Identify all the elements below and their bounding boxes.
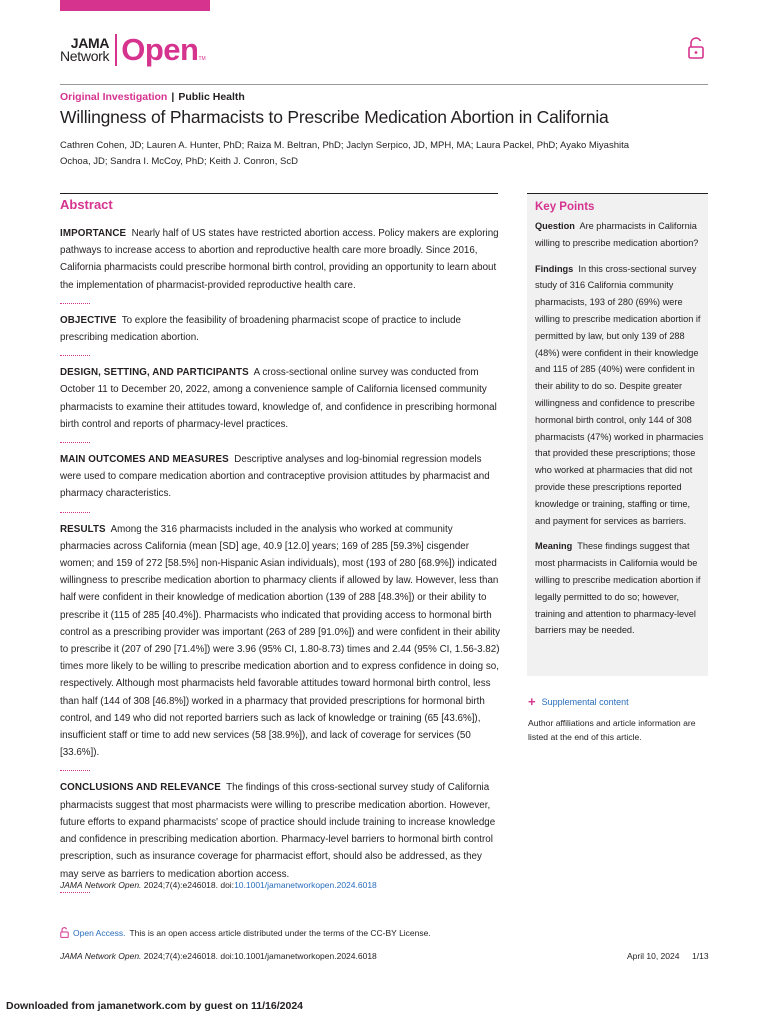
key-point-item [535, 538, 705, 639]
section-divider [60, 355, 90, 356]
open-access-notice [60, 927, 431, 938]
download-notice: Downloaded from jamanetwork.com by guest on 11/16/2024 [6, 1000, 304, 1012]
section-divider [60, 303, 90, 304]
abstract-section-text: Descriptive analyses and log-binomial regression models were used to compare medication abortion and contraceptive provision attitudes by pharmacist and pharmacy characteristics. [60, 454, 490, 500]
article-category [60, 91, 245, 103]
abstract-section [60, 225, 500, 294]
abstract-section-head: OBJECTIVE [60, 314, 117, 326]
logo-trademark: TM [198, 56, 206, 62]
abstract-section-text: To explore the feasibility of broadening pharmacist scope of practice to include prescribing medication abortion. [60, 314, 461, 344]
key-points-box [527, 193, 708, 676]
key-point-item [535, 261, 705, 530]
page-footer [60, 951, 708, 961]
open-access-label[interactable]: Open Access. [73, 927, 126, 938]
abstract-section [60, 779, 500, 882]
supplemental-content-link[interactable] [528, 694, 629, 709]
key-points-title: Key Points [535, 201, 595, 213]
abstract-body [60, 225, 500, 901]
footer-date: April 10, 2024 [627, 951, 680, 961]
supplemental-content-label: Supplemental content [541, 696, 629, 707]
affiliations-note: Author affiliations and article information are listed at the end of this article. [528, 718, 696, 742]
key-point-head: Meaning [535, 541, 573, 552]
open-access-text: This is an open access article distributed under the terms of the CC-BY License. [129, 927, 431, 938]
abstract-section [60, 451, 500, 503]
logo-jama-network [60, 37, 109, 63]
abstract-section-head: DESIGN, SETTING, AND PARTICIPANTS [60, 367, 249, 379]
open-lock-icon [686, 36, 706, 60]
logo-jama: JAMA [70, 35, 110, 51]
citation-ref: 2024;7(4):e246018. doi: [143, 880, 235, 890]
abstract-section [60, 312, 500, 346]
key-points-body [535, 218, 705, 648]
footer-ref: 2024;7(4):e246018. doi:10.1001/jamanetworkopen.2024.6018 [143, 951, 377, 961]
key-point-text: These findings suggest that most pharmacists in California would be willing to prescribe medication abortion if legally permitted to do so; however, training and attention to pharmacy-level barriers may be needed. [535, 541, 701, 636]
section-divider [60, 770, 90, 771]
abstract-title: Abstract [60, 197, 113, 212]
citation-doi-link[interactable]: 10.1001/jamanetworkopen.2024.6018 [234, 880, 377, 890]
logo-open: Open [121, 32, 199, 67]
abstract-section-head: RESULTS [60, 523, 106, 535]
category-original-investigation[interactable]: Original Investigation [60, 91, 168, 103]
abstract-section-head: CONCLUSIONS AND RELEVANCE [60, 782, 221, 794]
category-public-health[interactable]: Public Health [178, 91, 245, 103]
footer-journal: JAMA Network Open. [60, 951, 142, 961]
abstract-section-text: Nearly half of US states have restricted abortion access. Policy makers are exploring pathways to increase access to abortion and reproductive health care more broadly. Since 2016, California pharmacists could prescribe hormonal birth control, providing an opportunity to learn about the implementation of pharmacist-provided reproductive health care. [60, 228, 499, 291]
logo-divider [115, 34, 117, 66]
abstract-section [60, 521, 500, 762]
abstract-section-head: MAIN OUTCOMES AND MEASURES [60, 454, 229, 466]
citation-journal: JAMA Network Open. [60, 880, 142, 890]
category-separator: | [171, 91, 175, 103]
key-point-head: Question [535, 221, 575, 231]
section-divider [60, 512, 90, 513]
logo-network: Network [60, 48, 110, 64]
abstract-section-text: Among the 316 pharmacists included in the analysis who worked at community pharmacies across California (mean [SD] age, 40.9 [12.0] years; 169 of 285 [59.3%] cisgender women; and 159 of 272 [58.5%] non-Hispanic Asian individuals), most (193 of 280 [68.9%]) indicated willingness to prescribe medication abortion to pharmacy clients if allowed by law. However, less than half were confident in their knowledge of medication abortion (139 of 288 [48.3%]) or their ability to prescribe it (115 of 285 [40.4%]). Pharmacists who indicated that providing access to hormonal birth control as a prescribing provider was important (263 of 289 [91.0%]) and were confident in their ability to prescribe it (207 of 290 [71.4%]) were 3.96 (95% CI, 1.80-8.73) times and 2.44 (95% CI, 1.56-3.82) times more likely to be willing to prescribe medication abortion and to express confidence in doing so, respectively. Although most pharmacists held favorable attitudes toward hormonal birth control, less than half (144 of 308 [46.8%]) worked in a pharmacy that provided prescriptions for hormonal birth control, and 149 who did not reported barriers such as lack of knowledge or training (65 [43.6%]), insufficient staff or time to add new services (58 [38.9%]), and lack of coverage for services (50 [33.6%]). [60, 523, 501, 759]
key-point-head: Findings [535, 263, 574, 274]
abstract-section-head: IMPORTANCE [60, 228, 127, 239]
section-divider [60, 892, 90, 893]
footer-page-number: 1/13 [692, 951, 709, 961]
plus-icon: + [528, 694, 536, 709]
abstract-rule [60, 193, 498, 194]
header-rule [60, 84, 708, 85]
brand-top-bar [60, 0, 210, 11]
abstract-section-text: The findings of this cross-sectional survey study of California pharmacists suggest that most pharmacists were willing to prescribe medication abortion. However, future efforts to expand pharmacists' scope of practice should include training to increase knowledge and confidence in prescribing medication abortion. Pharmacy-level barriers to hormonal birth control prescription, such as insurance coverage for pharmacist effort, should also be addressed, as they may serve as barriers to medication abortion access. [60, 782, 496, 880]
abstract-section-text: A cross-sectional online survey was conducted from October 11 to December 20, 2022, among a convenience sample of California licensed community pharmacists to examine their attitudes toward, knowledge of, and confidence in prescribing hormonal birth control and reports of pharmacy-level practices. [60, 367, 497, 430]
key-point-text: In this cross-sectional survey study of 316 California community pharmacists, 193 of 280 (69%) were willing to prescribe medication abortion if permitted by law, but only 139 of 288 (48%) were confident in their knowledge and 115 of 285 (40%) were confident in their ability to do so. Despite greater willingness and confidence to prescribe hormonal birth control, only 144 of 308 pharmacists (47%) worked in pharmacies that provided these prescriptions; those who worked at pharmacies that did not provide these prescriptions reported knowledge or training, staffing or time, and payment for services as barriers. [535, 263, 704, 526]
author-list: Cathren Cohen, JD; Lauren A. Hunter, PhD; Raiza M. Beltran, PhD; Jaclyn Serpico, JD, MPH, MA; Laura Packel, PhD; Ayako Miyashita Ochoa, JD; Sandra I. McCoy, PhD; Keith J. Conron, ScD [60, 140, 630, 167]
section-divider [60, 442, 90, 443]
abstract-section [60, 364, 500, 433]
jama-network-open-logo[interactable] [60, 32, 206, 68]
article-title: Willingness of Pharmacists to Prescribe Medication Abortion in California [60, 107, 609, 127]
article-citation [60, 880, 377, 890]
key-point-text: Are pharmacists in California willing to prescribe medication abortion? [535, 221, 699, 248]
key-point-item [535, 218, 705, 252]
open-access-lock-icon [60, 927, 69, 938]
